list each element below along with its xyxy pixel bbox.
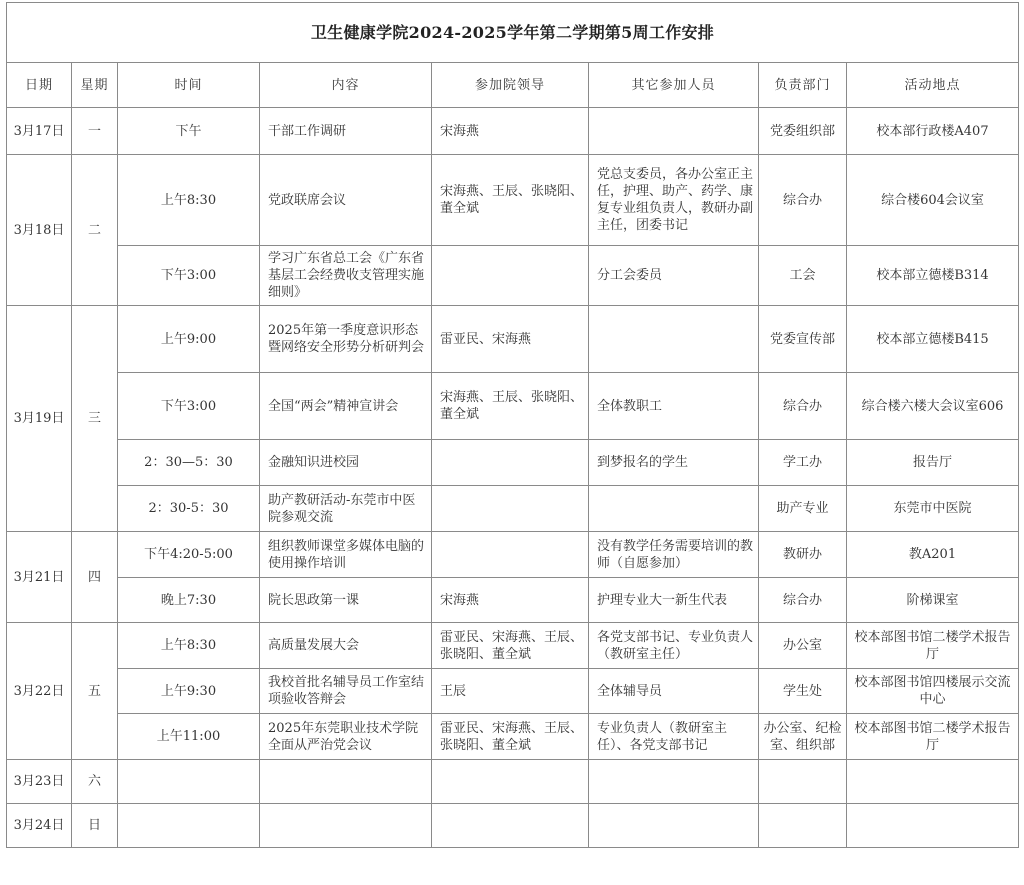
event-leaders: 雷亚民、宋海燕、王辰、张晓阳、董全斌 (432, 714, 589, 760)
event-time: 下午3:00 (118, 373, 260, 440)
event-others: 各党支部书记、专业负责人（教研室主任） (589, 623, 759, 669)
day-weekday: 五 (72, 623, 118, 760)
event-leaders: 雷亚民、宋海燕、王辰、张晓阳、董全斌 (432, 623, 589, 669)
event-time: 上午11:00 (118, 714, 260, 760)
event-leaders (432, 440, 589, 486)
event-time: 下午3:00 (118, 246, 260, 306)
day-weekday: 一 (72, 108, 118, 155)
header-weekday: 星期 (72, 63, 118, 108)
event-leaders: 雷亚民、宋海燕 (432, 306, 589, 373)
event-time: 上午8:30 (118, 623, 260, 669)
event-others (589, 804, 759, 848)
event-content: 2025年东莞职业技术学院全面从严治党会议 (260, 714, 432, 760)
table-row (7, 714, 1019, 760)
event-dept: 学生处 (759, 669, 847, 714)
table-row (7, 306, 1019, 373)
event-leaders: 宋海燕 (432, 578, 589, 623)
day-weekday: 六 (72, 760, 118, 804)
event-leaders (432, 760, 589, 804)
event-time: 上午9:30 (118, 669, 260, 714)
event-time (118, 804, 260, 848)
day-date: 3月19日 (7, 306, 72, 532)
event-dept: 综合办 (759, 373, 847, 440)
event-location: 东莞市中医院 (847, 486, 1019, 532)
header-time: 时间 (118, 63, 260, 108)
event-dept: 办公室、纪检室、组织部 (759, 714, 847, 760)
event-others: 护理专业大一新生代表 (589, 578, 759, 623)
event-dept: 综合办 (759, 578, 847, 623)
event-time: 下午 (118, 108, 260, 155)
event-others: 党总支委员，各办公室正主任，护理、助产、药学、康复专业组负责人，教研办副主任，团委书记 (589, 155, 759, 246)
day-weekday: 日 (72, 804, 118, 848)
event-location: 阶梯课室 (847, 578, 1019, 623)
event-dept: 助产专业 (759, 486, 847, 532)
event-leaders (432, 246, 589, 306)
event-content: 干部工作调研 (260, 108, 432, 155)
day-weekday: 四 (72, 532, 118, 623)
event-time: 2：30—5：30 (118, 440, 260, 486)
table-row (7, 440, 1019, 486)
event-others (589, 760, 759, 804)
event-location: 综合楼604会议室 (847, 155, 1019, 246)
event-others: 全体辅导员 (589, 669, 759, 714)
header-row (7, 63, 1019, 108)
event-dept: 综合办 (759, 155, 847, 246)
event-content (260, 760, 432, 804)
event-dept: 办公室 (759, 623, 847, 669)
header-location: 活动地点 (847, 63, 1019, 108)
event-content: 院长思政第一课 (260, 578, 432, 623)
page-title: 卫生健康学院2024-2025学年第二学期第5周工作安排 (7, 3, 1019, 63)
event-others (589, 486, 759, 532)
day-date: 3月24日 (7, 804, 72, 848)
event-dept: 学工办 (759, 440, 847, 486)
day-date: 3月21日 (7, 532, 72, 623)
event-others (589, 108, 759, 155)
event-leaders (432, 804, 589, 848)
event-location: 校本部立德楼B415 (847, 306, 1019, 373)
event-leaders: 宋海燕 (432, 108, 589, 155)
table-row (7, 108, 1019, 155)
event-location: 教A201 (847, 532, 1019, 578)
event-location (847, 760, 1019, 804)
day-date: 3月22日 (7, 623, 72, 760)
table-row (7, 760, 1019, 804)
event-location: 综合楼六楼大会议室606 (847, 373, 1019, 440)
header-content: 内容 (260, 63, 432, 108)
event-location: 校本部立德楼B314 (847, 246, 1019, 306)
table-row (7, 623, 1019, 669)
event-others: 到梦报名的学生 (589, 440, 759, 486)
event-content: 助产教研活动-东莞市中医院参观交流 (260, 486, 432, 532)
day-date: 3月17日 (7, 108, 72, 155)
event-content: 党政联席会议 (260, 155, 432, 246)
table-row (7, 578, 1019, 623)
event-leaders: 王辰 (432, 669, 589, 714)
day-date: 3月18日 (7, 155, 72, 306)
event-dept (759, 804, 847, 848)
event-location (847, 804, 1019, 848)
event-content (260, 804, 432, 848)
schedule-table (6, 2, 1019, 848)
event-time: 晚上7:30 (118, 578, 260, 623)
event-time (118, 760, 260, 804)
table-row (7, 669, 1019, 714)
table-row (7, 246, 1019, 306)
event-dept: 教研办 (759, 532, 847, 578)
event-time: 上午9:00 (118, 306, 260, 373)
day-weekday: 二 (72, 155, 118, 306)
event-location: 校本部图书馆二楼学术报告厅 (847, 623, 1019, 669)
table-row (7, 373, 1019, 440)
event-dept: 工会 (759, 246, 847, 306)
event-content: 高质量发展大会 (260, 623, 432, 669)
event-content: 学习广东省总工会《广东省基层工会经费收支管理实施细则》 (260, 246, 432, 306)
event-location: 报告厅 (847, 440, 1019, 486)
event-others: 没有教学任务需要培训的教师（自愿参加） (589, 532, 759, 578)
event-leaders: 宋海燕、王辰、张晓阳、董全斌 (432, 373, 589, 440)
event-content: 我校首批名辅导员工作室结项验收答辩会 (260, 669, 432, 714)
event-location: 校本部图书馆二楼学术报告厅 (847, 714, 1019, 760)
header-dept: 负责部门 (759, 63, 847, 108)
event-time: 2：30-5：30 (118, 486, 260, 532)
header-others: 其它参加人员 (589, 63, 759, 108)
header-leaders: 参加院领导 (432, 63, 589, 108)
event-leaders (432, 486, 589, 532)
header-date: 日期 (7, 63, 72, 108)
event-time: 上午8:30 (118, 155, 260, 246)
event-dept: 党委组织部 (759, 108, 847, 155)
event-time: 下午4:20-5:00 (118, 532, 260, 578)
table-row (7, 155, 1019, 246)
event-content: 金融知识进校园 (260, 440, 432, 486)
day-date: 3月23日 (7, 760, 72, 804)
event-others: 专业负责人（教研室主任）、各党支部书记 (589, 714, 759, 760)
table-row (7, 486, 1019, 532)
event-location: 校本部行政楼A407 (847, 108, 1019, 155)
event-others: 分工会委员 (589, 246, 759, 306)
event-dept: 党委宣传部 (759, 306, 847, 373)
event-dept (759, 760, 847, 804)
event-content: 组织教师课堂多媒体电脑的使用操作培训 (260, 532, 432, 578)
event-leaders: 宋海燕、王辰、张晓阳、董全斌 (432, 155, 589, 246)
event-leaders (432, 532, 589, 578)
event-others (589, 306, 759, 373)
event-location: 校本部图书馆四楼展示交流中心 (847, 669, 1019, 714)
day-weekday: 三 (72, 306, 118, 532)
event-content: 全国“两会”精神宣讲会 (260, 373, 432, 440)
event-content: 2025年第一季度意识形态暨网络安全形势分析研判会 (260, 306, 432, 373)
table-row (7, 532, 1019, 578)
event-others: 全体教职工 (589, 373, 759, 440)
table-row (7, 804, 1019, 848)
